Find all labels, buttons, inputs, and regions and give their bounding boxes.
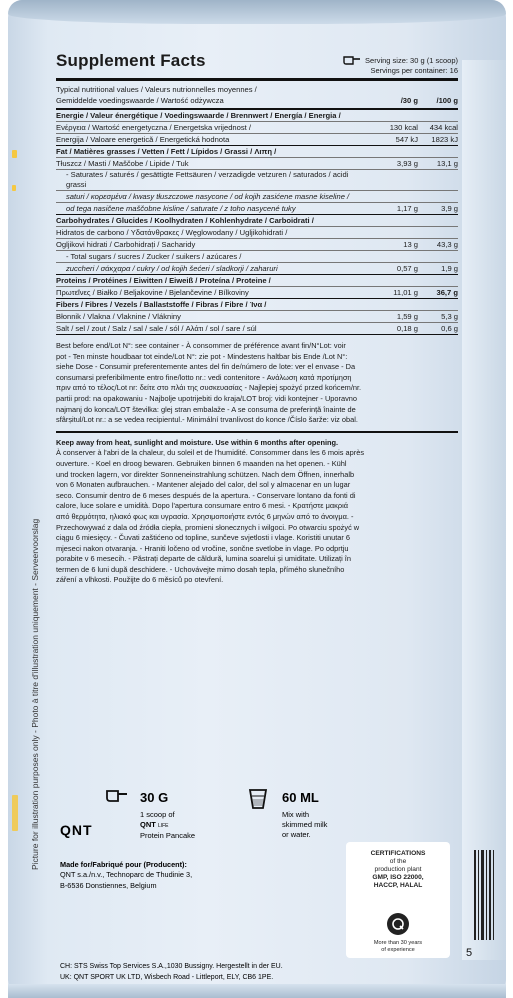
can-lid bbox=[8, 0, 506, 24]
nutrient-label: od tega nasičene maščobne kisline / saturate / z toho nasycené tuky bbox=[66, 203, 296, 213]
storage-line: záření a vlhkosti. Použijte do 6 měsíců po otevření. bbox=[56, 575, 224, 585]
nutrition-row bbox=[56, 299, 458, 311]
illustration-disclaimer-text: Picture for illustration purposes only - Photo à titre d'illustration uniquement - Serveervoorslag bbox=[30, 518, 40, 870]
nutrient-label: Energija / Valoare energetică / Energetická hodnota bbox=[56, 134, 230, 144]
serving-info bbox=[343, 48, 458, 75]
nutrient-label: - Total sugars / sucres / Zucker / suikers / azúcares / bbox=[66, 251, 242, 261]
storage-line: porabite v 6 mesecih. - Păstrați departe de căldură, lumina soarelui și umiditate. Utilizați în bbox=[56, 554, 351, 564]
best-before-line: siehe Dose - Consumir preferentemente antes del fin de/número de lote: ver el envase - Da bbox=[56, 362, 356, 372]
servings-per-container: Servings per container: 16 bbox=[370, 65, 458, 75]
experience-text bbox=[346, 940, 450, 953]
company-line: QNT s.a./n.v., Technoparc de Thudinie 3, bbox=[60, 870, 193, 880]
storage-line: mjeseci nakon otvaranja. - Hraniti ločeno od vročine, sončne svetlobe in vlage. Po odprtju bbox=[56, 543, 349, 553]
nutrient-label: Błonnik / Vlakna / Vlaknine / Vlákniny bbox=[56, 311, 181, 321]
storage-line: από θερμότητα, ηλιακό φως και υγρασία. Χρησιμοποιήστε εντός 6 μηνών από το άνοιγμα. - bbox=[56, 511, 354, 521]
best-before-line: sfârșitul/Lot nr.: a se vedea recipientul.- Minimální trvanlivost do konce /Číslo šarže: viz obal. bbox=[56, 415, 358, 425]
panel-title: Supplement Facts bbox=[56, 51, 206, 70]
dose-amount-powder: 30 G bbox=[140, 790, 169, 805]
nutrient-label: Energie / Valeur énergétique / Voedingswaarde / Brennwert / Energía / Energia / bbox=[56, 110, 341, 120]
nutrition-row bbox=[56, 239, 458, 251]
cert-line: production plant bbox=[374, 866, 422, 873]
nutrient-label: Fat / Matières grasses / Vetten / Fett / Lípidos / Grassi / Λιπη / bbox=[56, 146, 277, 156]
column-header-30g: /30 g bbox=[400, 95, 418, 105]
barcode-digit: 5 bbox=[466, 947, 473, 959]
value-per-100g: 5,3 g bbox=[441, 311, 458, 321]
value-per-30g: 0,57 g bbox=[396, 263, 418, 273]
nutrient-label: Salt / sel / zout / Salz / sal / sale / sól / Αλάτι / sol / sare / súl bbox=[56, 323, 257, 333]
value-per-30g: 130 kcal bbox=[389, 122, 418, 132]
dose-note-line: Mix with bbox=[282, 810, 310, 819]
dosage-instructions bbox=[100, 790, 330, 870]
dose-note-line: 1 scoop of bbox=[140, 810, 175, 819]
scoop-icon bbox=[343, 56, 361, 66]
intro-row bbox=[56, 84, 458, 95]
dose-note-liquid bbox=[282, 810, 327, 840]
value-per-30g: 0,18 g bbox=[396, 323, 418, 333]
certification-badge bbox=[346, 842, 450, 958]
value-per-100g: 3,9 g bbox=[441, 203, 458, 213]
value-per-30g: 1,59 g bbox=[396, 311, 418, 321]
brand-mini-logo: QNT bbox=[140, 820, 156, 829]
best-before-line: pot - Ten minste houdbaar tot einde/Lot N°: zie pot - Mindestens haltbar bis Ende /Lot N°: bbox=[56, 351, 348, 361]
value-per-30g: 3,93 g bbox=[396, 158, 418, 168]
nutrition-row bbox=[56, 323, 458, 335]
glass-icon bbox=[248, 788, 268, 810]
nutrition-row bbox=[56, 275, 458, 287]
dose-note-line: skimmed milk bbox=[282, 820, 328, 829]
value-per-100g: 0,6 g bbox=[441, 323, 458, 333]
can-base bbox=[8, 984, 506, 998]
footer-uk: UK: QNT SPORT UK LTD, Wisbech Road - Littleport, ELY, CB6 1PE. bbox=[60, 973, 274, 981]
table-intro bbox=[56, 81, 458, 110]
storage-line: ciągu 6 miesięcy. - Čuvati zaštićeno od topline, sunčeve svjetlosti i vlage. Koristiti unutar 6 bbox=[56, 533, 350, 543]
nutrient-label: Πρωτεΐνες / Białko / Beljakovine / Bjelančevine / Bílkoviny bbox=[56, 287, 249, 297]
value-per-30g: 13 g bbox=[403, 239, 418, 249]
cert-foot-line: of experience bbox=[381, 946, 415, 953]
storage-line: À conserver à l'abri de la chaleur, du soleil et de l'humidité. Consommer dans les 6 mois après bbox=[56, 448, 365, 458]
value-per-30g: 547 kJ bbox=[395, 134, 418, 144]
nutrition-row bbox=[56, 170, 458, 191]
storage-line: Przechowywać z dala od źródła ciepła, promieni słonecznych i wilgoci. Po otwarciu spożyć w bbox=[56, 522, 360, 532]
storage-line: von 6 Monaten aufbrauchen. - Mantener alejado del calor, del sol y almacenar en un lugar bbox=[56, 480, 351, 490]
cert-line: of the bbox=[389, 858, 407, 865]
certification-text bbox=[346, 842, 450, 890]
supplement-facts-panel bbox=[56, 48, 458, 586]
storage-block bbox=[56, 431, 458, 586]
value-per-100g: 1823 kJ bbox=[431, 134, 458, 144]
nutrition-row bbox=[56, 215, 458, 227]
nutrition-row bbox=[56, 287, 458, 299]
nutrient-label: Proteins / Protéines / Eiwitten / Eiweiß / Proteína / Proteine / bbox=[56, 275, 271, 285]
value-per-100g: 36,7 g bbox=[436, 287, 458, 297]
dose-note-line: Protein Pancake bbox=[140, 831, 196, 840]
nutrition-row bbox=[56, 191, 458, 203]
nutrient-label: Ενέργεια / Wartość energetyczna / Energetska vrijednost / bbox=[56, 122, 251, 132]
serving-size: Serving size: 30 g (1 scoop) bbox=[365, 56, 458, 65]
storage-line: termen de 6 luni după deschidere. - Uchovávejte mimo dosah tepla, přímého slunečního bbox=[56, 564, 345, 574]
column-header-100g: /100 g bbox=[436, 95, 458, 105]
side-ingredients-strip bbox=[462, 60, 506, 960]
nutrient-label: zuccheri / σάκχαρα / cukry / od kojih šećeri / sladkorji / zaharuri bbox=[66, 263, 278, 273]
nutrition-row bbox=[56, 146, 458, 158]
brand-logo: QNT bbox=[60, 822, 93, 838]
nutrition-row bbox=[56, 122, 458, 134]
nutrition-row bbox=[56, 158, 458, 170]
intro-label: Gemiddelde voedingswaarde / Wartość odżywcza bbox=[56, 95, 224, 105]
footer-ch: CH: STS Swiss Top Services S.A.,1030 Bussigny. Hergestellt in der EU. bbox=[60, 963, 283, 970]
nutrition-row bbox=[56, 203, 458, 215]
panel-header bbox=[56, 48, 458, 81]
cert-foot-line: More than 30 years bbox=[373, 940, 423, 946]
best-before-line: partii prod: na opakowaniu - Najbolje upotrijebiti do kraja/LOT broj: vidi kontejner - Uporavno bbox=[56, 393, 357, 403]
nutrition-row bbox=[56, 311, 458, 323]
cert-line: GMP, ISO 22000, bbox=[372, 874, 424, 881]
value-per-100g: 43,3 g bbox=[436, 239, 458, 249]
nutrition-row bbox=[56, 134, 458, 146]
best-before-line: πριν από το τέλος/Lot nr: δείτε στο πλάι της συσκευασίας - Najlepiej spożyć przed końcem/nr. bbox=[56, 383, 362, 393]
storage-line: und trocken lagern, vor direkter Sonneneinstrahlung schützen. Nach dem Öffnen, innerhalb bbox=[56, 469, 355, 479]
value-per-100g: 1,9 g bbox=[441, 263, 458, 273]
nutrient-label: Fibers / Fibres / Vezels / Ballaststoffe / Fibras / Fibre / Ίνα / bbox=[56, 299, 267, 309]
storage-line: ouverture. - Koel en droog bewaren. Gebruiken binnen 6 maanden na het openen. - Kühl bbox=[56, 458, 347, 468]
manufacturer-address bbox=[60, 860, 300, 891]
nutrient-label: - Saturates / saturés / gesättigte Fettsäuren / verzadigde vetzuren / saturados / acidi grassi bbox=[66, 170, 349, 189]
storage-line: seco. Consumir dentro de 6 meses después de la apertura. - Conservare lontano da fonti di bbox=[56, 490, 356, 500]
storage-line: calore, luce solare e umidità. Dopo l'apertura consumare entro 6 mesi. - Κρατήστε μακριά bbox=[56, 501, 348, 511]
best-before-block bbox=[56, 341, 458, 426]
intro-label: Typical nutritional values / Valeurs nutrionnelles moyennes / bbox=[56, 84, 257, 94]
side-label-mark bbox=[12, 185, 16, 191]
cert-line: HACCP, HALAL bbox=[373, 882, 423, 889]
dose-note-line: or water. bbox=[282, 830, 311, 839]
value-per-100g: 13,1 g bbox=[436, 158, 458, 168]
side-label-mark bbox=[12, 150, 17, 158]
distributor-footer bbox=[60, 962, 490, 983]
nutrient-label: Ogljikovi hidrati / Carbohidrați / Sacharidy bbox=[56, 239, 196, 249]
dose-amount-liquid: 60 ML bbox=[282, 790, 319, 805]
made-for-label: Made for/Fabriqué pour (Producent): bbox=[60, 860, 187, 869]
cert-line: CERTIFICATIONS bbox=[370, 850, 426, 857]
value-per-30g: 1,17 g bbox=[396, 203, 418, 213]
best-before-line: consumarsi preferibilmente entro fine/lotto nr.: vedi contenitore - Ανάλωση κατά προτίμηση bbox=[56, 372, 352, 382]
nutrient-label: Tłuszcz / Masti / Maščobe / Lipide / Tuk bbox=[56, 158, 189, 168]
barcode bbox=[466, 850, 496, 960]
storage-line: Keep away from heat, sunlight and moisture. Use within 6 months after opening. bbox=[56, 437, 339, 447]
value-per-30g: 11,01 g bbox=[393, 287, 418, 297]
value-per-100g: 434 kcal bbox=[429, 122, 458, 132]
dose-note-brand-line bbox=[140, 820, 195, 831]
side-label-mark bbox=[12, 795, 18, 831]
illustration-disclaimer bbox=[30, 470, 42, 870]
nutrition-row bbox=[56, 251, 458, 263]
intro-row bbox=[56, 95, 458, 106]
nutrient-label: Carbohydrates / Glucides / Koolhydraten / Kohlenhydrate / Carboidrati / bbox=[56, 215, 314, 225]
dose-note-powder bbox=[140, 810, 195, 841]
nutrient-label: saturi / κορεσμένα / kwasy tłuszczowe nasycone / od kojih zasićene masne kiseline / bbox=[66, 191, 350, 201]
nutrition-rows bbox=[56, 110, 458, 335]
brand-mini-sub: LIFE bbox=[157, 823, 169, 829]
scoop-icon bbox=[106, 790, 128, 804]
best-before-line: Best before end/Lot N°: see container - À consommer de préférence avant fin/N°Lot: voir bbox=[56, 341, 346, 350]
best-before-line: najmanj do konca/LOT številka: glej stran embalaže - A se consuma de preferință înainte de bbox=[56, 404, 356, 414]
city-line: B-6536 Donstiennes, Belgium bbox=[60, 880, 157, 890]
nutrition-row bbox=[56, 227, 458, 239]
nutrient-label: Hidratos de carbono / Υδατάνθρακες / Węglowodany / Ugljikohidrati / bbox=[56, 227, 288, 237]
nutrition-row bbox=[56, 263, 458, 275]
nutrition-row bbox=[56, 110, 458, 122]
quality-seal-icon bbox=[386, 912, 410, 936]
